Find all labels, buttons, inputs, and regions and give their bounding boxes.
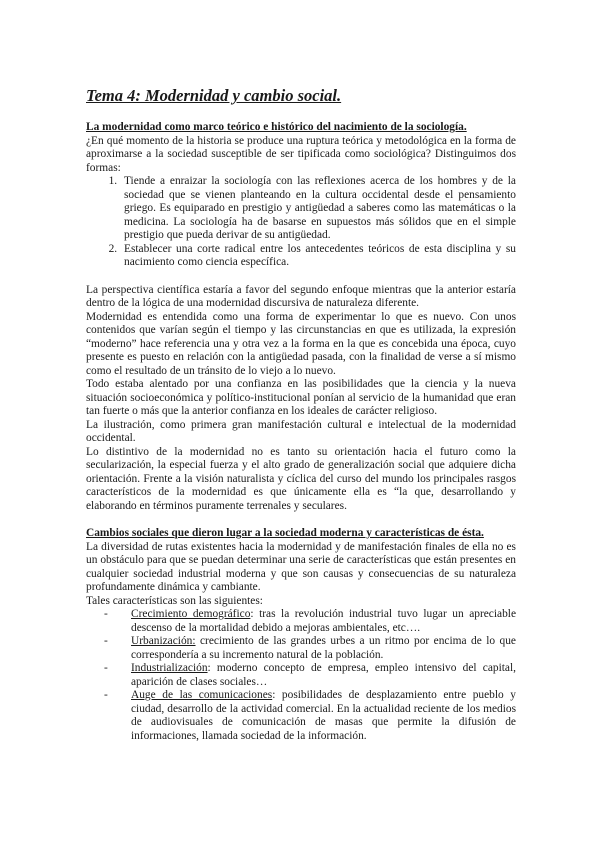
dash-bullet: - <box>104 635 108 647</box>
item-text: : tras la revolución industrial tuvo lugar un apreciable descenso de la mortalidad debido a mejoras ambientales, etc…. <box>131 608 516 634</box>
list-item <box>104 662 516 689</box>
spacer <box>86 513 516 527</box>
paragraph-confianza: Todo estaba alentado por una confianza en las posibilidades que la ciencia y la nueva situación socioeconómica y político-institucional ponían al servicio de la humanidad que eran tan fuerte o más que la anterior confianza en los ideales de carácter religioso. <box>86 378 516 417</box>
dash-bullet: - <box>104 608 108 620</box>
list-item <box>104 635 516 662</box>
list-item <box>104 608 516 635</box>
paragraph-modernidad-definicion: Modernidad es entendida como una forma de experimentar lo que es nuevo. Con unos contenidos que varían según el tiempo y las circunstancias en que es utilizada, la expresión “moderno” hace referencia una y otra vez a la forma en la que es concebida una época, cuyo presente es puesto en relación con la antigüedad pasada, con la finalidad de verse a sí mismo como el resultado de un tránsito de lo viejo a lo nuevo. <box>86 310 516 377</box>
item-text: crecimiento de las grandes urbes a un ritmo por encima de lo que correspondería a su incremento natural de la población. <box>131 635 516 661</box>
item-term: Urbanización: <box>131 635 196 647</box>
section1-intro: ¿En qué momento de la historia se produce una ruptura teórica y metodológica en la forma de aproximarse a la sociedad susceptible de ser tipificada como sociológica? Distinguimos dos formas: <box>86 134 516 174</box>
section2-intro: La diversidad de rutas existentes hacia la modernidad y de manifestación finales de ella no es un obstáculo para que se puedan determinar una serie de características que están presentes en cualquier sociedad industrial moderna y que son causas y consecuencias de su naturaleza profundamente dinámica y cambiante. <box>86 540 516 593</box>
item-term: Industrialización <box>131 662 208 674</box>
section-heading-modernidad: La modernidad como marco teórico e histórico del nacimiento de la sociología. <box>86 121 467 133</box>
item-text: : posibilidades de desplazamiento entre pueblo y ciudad, desarrollo de la actividad comercial. En la actualidad reciente de los medios de audiovisuales de comunicación de masas que permite la difusión de informaciones, llamada sociedad de la información. <box>131 689 516 742</box>
list-item: 1. Tiende a enraizar la sociología con las reflexiones acerca de los hombres y de la sociedad que se vienen planteando en la cultura occidental desde el pensamiento griego. Es equiparado en prestigio y antigüedad a saberes como las matemáticas o la medicina. La sociología ha de basarse en supuestos más sólidos que en el simple prestigio que pueda derivar de su antigüedad. <box>120 175 516 243</box>
item-term: Crecimiento demográfico <box>131 608 251 620</box>
list-item <box>104 689 516 743</box>
dash-bullet: - <box>104 689 108 701</box>
paragraph-ilustracion: La ilustración, como primera gran manifestación cultural e intelectual de la modernidad occidental. <box>86 418 516 444</box>
item-term: Auge de las comunicaciones <box>131 689 273 701</box>
page-title: Tema 4: Modernidad y cambio social. <box>86 86 342 105</box>
dash-bullet: - <box>104 662 108 674</box>
section2-lead: Tales características son las siguientes: <box>86 594 263 607</box>
paragraph-distintivo: Lo distintivo de la modernidad no es tanto su orientación hacia el futuro como la secularización, la especial fuerza y el alto grado de generalización social que adquiere dicha orientación. Frente a la visión naturalista y cíclica del curso del mundo los principales rasgos característicos de la modernidad es que únicamente ella es “la que, desarrollando y elaborando en términos puramente terrenales y seculares. <box>86 445 516 512</box>
list-item: 2. Establecer una corte radical entre los antecedentes teóricos de esta disciplina y su nacimiento como ciencia específica. <box>120 243 516 270</box>
section-heading-cambios-sociales: Cambios sociales que dieron lugar a la sociedad moderna y características de ésta. <box>86 527 484 539</box>
spacer <box>86 270 516 284</box>
document-page <box>86 86 516 743</box>
forms-list <box>86 175 516 270</box>
paragraph-perspectiva: La perspectiva científica estaría a favor del segundo enfoque mientras que la anterior estaría dentro de la lógica de una modernidad discursiva de naturaleza diferente. <box>86 283 516 309</box>
characteristics-list <box>86 608 516 743</box>
item-text: : moderno concepto de empresa, empleo intensivo del capital, aparición de clases sociales… <box>131 662 516 688</box>
